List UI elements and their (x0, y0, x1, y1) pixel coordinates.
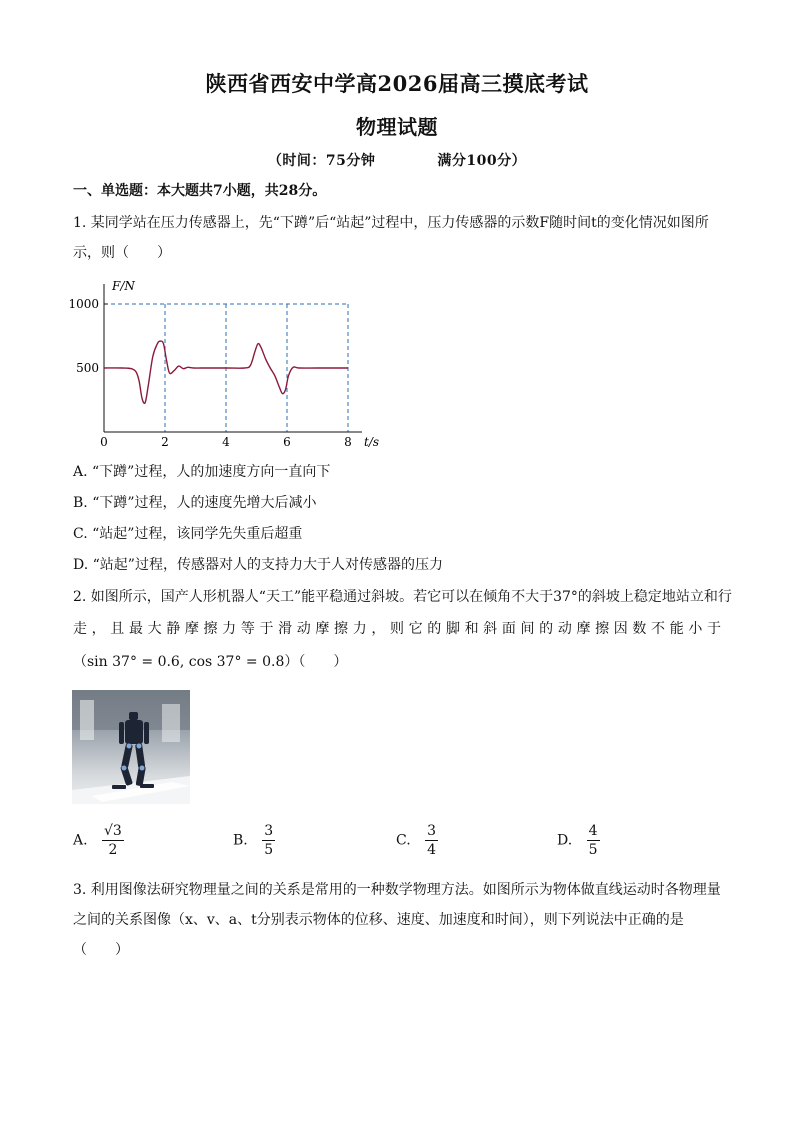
x-tick-label-6: 6 (283, 435, 291, 449)
robot-illustration (72, 690, 190, 804)
x-tick-label-8: 8 (344, 435, 352, 449)
exam-score: 满分100分） (437, 153, 527, 169)
q2-option-b-fraction (262, 822, 275, 859)
section-heading: 一、单选题：本大题共7小题，共28分。 (73, 183, 327, 199)
exam-title: 陕西省西安中学高2026届高三摸底考试 (205, 71, 589, 96)
q2-stem-line2: 走，且最大静摩擦力等于滑动摩擦力，则它的脚和斜面间的动摩擦因数不能小于 (73, 621, 721, 637)
exam-info (0, 150, 794, 170)
x-axis-label: t/s (364, 435, 380, 449)
q2-option-d-denominator: 5 (588, 842, 598, 858)
q1-option-d[interactable]: D. “站起”过程，传感器对人的支持力大于人对传感器的压力 (73, 557, 443, 573)
q2-option-d-numerator: 4 (588, 823, 598, 839)
q2-option-b-numerator: 3 (264, 823, 274, 839)
force-time-graph (66, 272, 396, 452)
q1-option-a[interactable]: A. “下蹲”过程，人的加速度方向一直向下 (73, 464, 331, 480)
q2-option-a-label: A. (73, 832, 88, 849)
q2-option-c-numerator: 3 (427, 823, 437, 839)
q2-option-b-denominator: 5 (264, 842, 274, 858)
q2-option-c-denominator: 4 (427, 842, 437, 858)
q2-stem-line3: （sin 37° = 0.6, cos 37° = 0.8）（ ） (73, 654, 348, 670)
graph-layer (68, 279, 379, 449)
q2-option-a[interactable] (73, 822, 124, 859)
x-tick-label-0: 0 (100, 435, 108, 449)
q2-option-c-label: C. (396, 832, 411, 849)
q3-stem-line2: 之间的关系图像（x、v、a、t分别表示物体的位移、速度、加速度和时间），则下列说法中正确的是 (73, 912, 684, 928)
q2-option-a-fraction (102, 822, 124, 859)
q2-option-c[interactable] (396, 822, 438, 859)
y-tick-label-1000: 1000 (68, 297, 99, 311)
q3-stem-line1: 3. 利用图像法研究物理量之间的关系是常用的一种数学物理方法。如图所示为物体做直线运动时各物理量 (73, 882, 721, 898)
q2-option-d-label: D. (557, 832, 573, 849)
exam-time: （时间：75分钟 (267, 153, 376, 169)
x-tick-label-4: 4 (222, 435, 230, 449)
q2-option-b-label: B. (233, 832, 248, 849)
q2-option-d-fraction (587, 822, 600, 859)
q2-option-a-denominator: 2 (108, 842, 118, 858)
y-tick-label-500: 500 (76, 361, 99, 375)
q2-option-d[interactable] (557, 822, 600, 859)
q1-option-b[interactable]: B. “下蹲”过程，人的速度先增大后减小 (73, 495, 317, 511)
q3-stem-line3: （ ） (73, 942, 129, 958)
q2-option-c-fraction (425, 822, 438, 859)
x-tick-label-2: 2 (161, 435, 169, 449)
q2-option-a-numerator: √3 (104, 823, 122, 839)
exam-subject: 物理试题 (356, 115, 438, 139)
q1-option-c[interactable]: C. “站起”过程，该同学先失重后超重 (73, 526, 303, 542)
q2-option-b[interactable] (233, 822, 275, 859)
q2-stem-line1: 2. 如图所示，国产人形机器人“天工”能平稳通过斜坡。若它可以在倾角不大于37°的斜坡上稳定地站立和行 (73, 589, 732, 605)
force-curve-0 (104, 341, 348, 403)
q1-stem-line1: 1. 某同学站在压力传感器上，先“下蹲”后“站起”过程中，压力传感器的示数F随时间t的变化情况如图所 (73, 215, 709, 231)
robot-photo (72, 690, 190, 804)
q1-stem-line2: 示，则（ ） (73, 245, 171, 261)
y-axis-label: F/N (112, 279, 135, 293)
